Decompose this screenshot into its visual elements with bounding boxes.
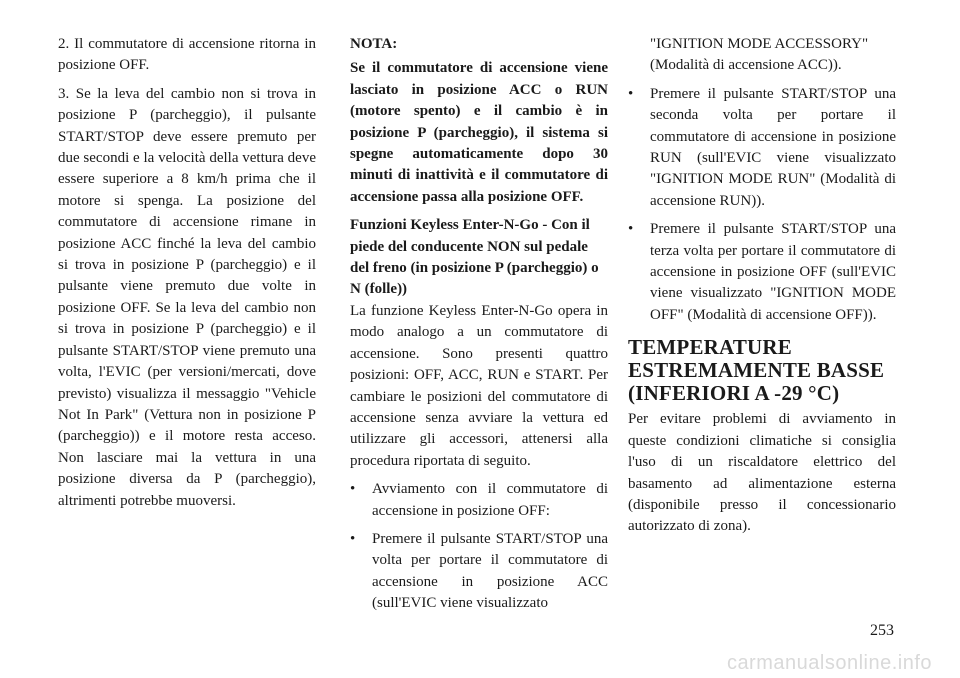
note-label: NOTA: [350, 36, 398, 52]
intro-paragraph: La funzione Keyless Enter-N-Go opera in modo analogo a un commutatore di accensione. Sono presenti quattro posizioni: OFF, ACC, RUN e START. Per cambiare le posizioni del commutatore di accensione senza avviare la vettura ed utilizzare gli accessori, attenersi alla procedura riportata di seguito. [350, 302, 608, 469]
step-3-text: 3. Se la leva del cambio non si trova in posizione P (parcheggio), il pulsante START/STOP deve essere premuto per due secondi e la velocità della vettura deve essere superiore a 8 km/h prima che il motore si spenga. La posizione del commutatore di accensione rimane in posizione ACC finché la leva del cambio si trova in posizione P (parcheggio) e il pulsante viene premuto due volte in posizione OFF. Se la leva del cambio non si trova in posizione P (parcheggio) e il pulsante START/STOP viene premuto una volta, l'EVIC (per versioni/mercati, dove previsto) visualizza il messaggio "Vehicle Not In Park" (Vettura non in posizione P (parcheggio)) e il motore resta acceso. Non lasciare mai la vettura in una posizione diversa da P (parcheggio), altrimenti potrebbe muoversi. [58, 85, 316, 509]
section-heading [628, 336, 896, 405]
bullet-icon: • [628, 221, 634, 238]
list-item [628, 84, 896, 212]
section-paragraph: Per evitare problemi di avviamento in queste condizioni climatiche si consiglia l'uso di un riscaldatore elettrico del basamento ad alimentazione esterna (disponibile presso il concessionario autorizzato di zona). [628, 411, 896, 535]
section-heading-line: TEMPERATURE [628, 335, 792, 360]
page-number: 253 [870, 622, 894, 639]
note-text: Se il commutatore di accensione viene lasciato in posizione ACC o RUN (motore spento) e il cambio è in posizione P (parcheggio), il sistema si spegne automaticamente dopo 30 minuti di inattività e il commutatore di accensione passa alla posizione OFF. [350, 60, 608, 205]
list-item-text: Premere il pulsante START/STOP una terza volta per portare il commutatore di accensione in posizione OFF (sull'EVIC viene visualizzato "IGNITION MODE OFF" (Modalità di accensione OFF)). [650, 221, 896, 323]
list-item-text: Premere il pulsante START/STOP una seconda volta per portare il commutatore di accensione in posizione RUN (sull'EVIC viene visualizzato "IGNITION MODE RUN" (Modalità di accensione RUN)). [650, 85, 896, 209]
list-item-text: Premere il pulsante START/STOP una volta per portare il commutatore di accensione in posizione ACC (sull'EVIC viene visualizzato [372, 530, 608, 612]
subheading: Funzioni Keyless Enter-N-Go - Con il piede del conducente NON sul pedale del freno (in posizione P (parcheggio) o N (folle)) [350, 217, 599, 298]
bullet-icon: • [350, 530, 356, 547]
list-item-text: Avviamento con il commutatore di accensione in posizione OFF: [372, 481, 608, 519]
column-left [58, 34, 316, 519]
section-heading-line: (INFERIORI A -29 °C) [628, 381, 840, 406]
bullet-icon: • [628, 85, 634, 102]
list-item [350, 479, 608, 522]
section-heading-line: ESTREMAMENTE BASSE [628, 358, 885, 383]
step-2-text: 2. Il commutatore di accensione ritorna in posizione OFF. [58, 36, 316, 74]
list-item-continued: "IGNITION MODE ACCESSORY" (Modalità di accensione ACC)). [650, 36, 869, 74]
list-item [350, 529, 608, 615]
column-right [628, 34, 896, 545]
watermark: carmanualsonline.info [726, 652, 932, 674]
bullet-icon: • [350, 481, 356, 498]
list-item [628, 219, 896, 326]
column-middle [350, 34, 608, 622]
